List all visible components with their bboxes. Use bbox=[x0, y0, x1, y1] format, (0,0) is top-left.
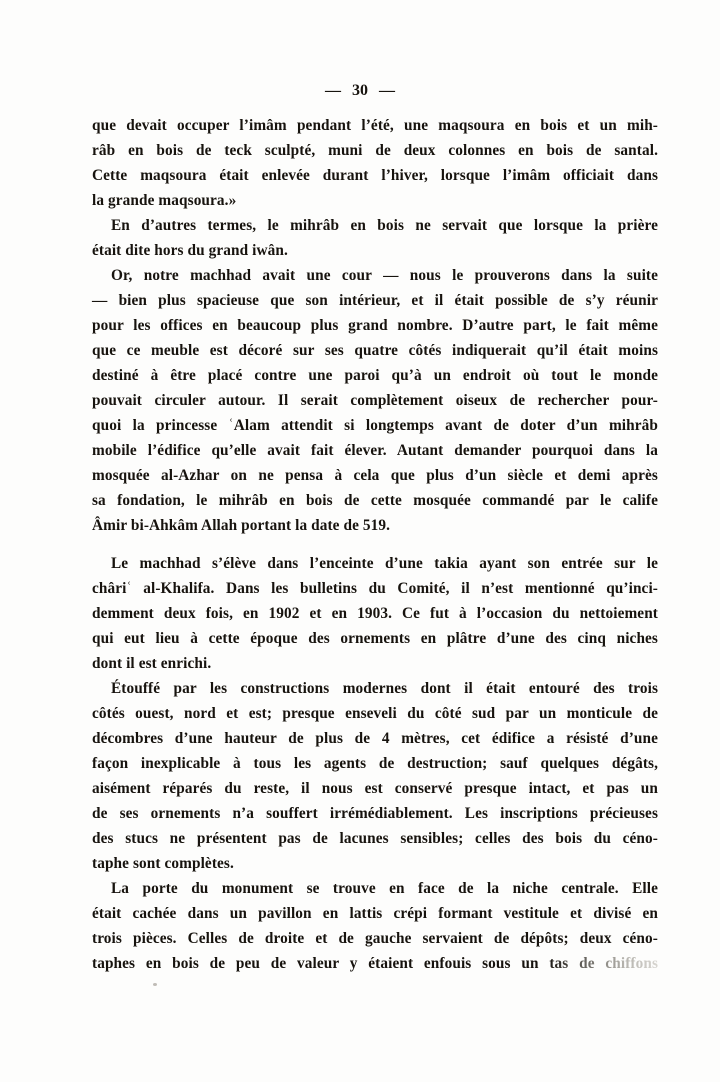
text-line: côtés ouest, nord et est; presque enseveli du côté sud par un monticule de bbox=[92, 705, 658, 722]
paragraph bbox=[92, 213, 658, 263]
paragraph bbox=[92, 676, 658, 876]
text-line: pour les offices en beaucoup plus grand nombre. D’autre part, le fait même bbox=[92, 317, 658, 334]
text-line: taphes en bois de peu de valeur y étaient enfouis sous un tas de chiffons bbox=[92, 951, 658, 976]
text-line: destiné à être placé contre une paroi qu’à un endroit où tout le monde bbox=[92, 367, 658, 384]
text-line: pouvait circuler autour. Il serait complètement oiseux de rechercher pour- bbox=[92, 392, 658, 409]
text-line: façon inexplicable à tous les agents de destruction; sauf quelques dégâts, bbox=[92, 755, 658, 772]
text-block bbox=[92, 113, 658, 976]
text-line: des stucs ne présentent pas de lacunes sensibles; celles des bois du céno- bbox=[92, 830, 658, 847]
paragraph bbox=[92, 263, 658, 538]
text-line: que devait occuper l’imâm pendant l’été, une maqsoura en bois et un mih- bbox=[92, 117, 658, 134]
text-line: aisément réparés du reste, il nous est conservé presque intact, et pas un bbox=[92, 780, 658, 797]
text-line: En d’autres termes, le mihrâb en bois ne servait que lorsque la prière bbox=[111, 217, 658, 234]
text-line: Le machhad s’élève dans l’enceinte d’une takia ayant son entrée sur le bbox=[111, 555, 658, 572]
scan-speck bbox=[153, 983, 157, 986]
text-line: dont il est enrichi. bbox=[92, 655, 212, 672]
paragraph bbox=[92, 113, 658, 213]
text-line: châriʿ al-Khalifa. Dans les bulletins du Comité, il n’est mentionné qu’inci- bbox=[92, 580, 658, 597]
text-line: mobile l’édifice qu’elle avait fait élever. Autant demander pourquoi dans la bbox=[92, 442, 658, 459]
text-line: de ses ornements n’a souffert irrémédiablement. Les inscriptions précieuses bbox=[92, 805, 658, 822]
text-line: — bien plus spacieuse que son intérieur, et il était possible de s’y réunir bbox=[92, 292, 658, 309]
text-line: quoi la princesse ʿAlam attendit si longtemps avant de doter d’un mihrâb bbox=[92, 417, 658, 434]
paragraph bbox=[92, 876, 658, 976]
text-line: qui eut lieu à cette époque des ornements en plâtre d’une des cinq niches bbox=[92, 630, 658, 647]
text-line: était cachée dans un pavillon en lattis crépi formant vestitule et divisé en bbox=[92, 905, 658, 922]
text-line: la grande maqsoura.» bbox=[92, 192, 237, 209]
text-line: était dite hors du grand iwân. bbox=[92, 242, 288, 259]
text-line: Âmir bi-Ahkâm Allah portant la date de 519. bbox=[92, 517, 391, 534]
text-line: demment deux fois, en 1902 et en 1903. Ce fut à l’occasion du nettoiement bbox=[92, 605, 658, 622]
text-line: trois pièces. Celles de droite et de gauche servaient de dépôts; deux céno- bbox=[92, 930, 658, 947]
text-line: mosquée al-Azhar on ne pensa à cela que plus d’un siècle et demi après bbox=[92, 467, 658, 484]
page-number: — 30 — bbox=[325, 82, 395, 99]
text-line: râb en bois de teck sculpté, muni de deux colonnes en bois de santal. bbox=[92, 142, 658, 159]
paragraph bbox=[92, 551, 658, 676]
text-line: Cette maqsoura était enlevée durant l’hiver, lorsque l’imâm officiait dans bbox=[92, 167, 658, 184]
text-line: Étouffé par les constructions modernes dont il était entouré des trois bbox=[111, 680, 658, 697]
text-line: taphe sont complètes. bbox=[92, 855, 234, 872]
text-line: sa fondation, le mihrâb en bois de cette mosquée commandé par le calife bbox=[92, 492, 658, 509]
text-line: La porte du monument se trouve en face de la niche centrale. Elle bbox=[111, 880, 658, 897]
text-line: que ce meuble est décoré sur ses quatre côtés indiquerait qu’il était moins bbox=[92, 342, 658, 359]
text-line: décombres d’une hauteur de plus de 4 mètres, cet édifice a résisté d’une bbox=[92, 730, 658, 747]
text-line: Or, notre machhad avait une cour — nous le prouverons dans la suite bbox=[111, 267, 658, 284]
